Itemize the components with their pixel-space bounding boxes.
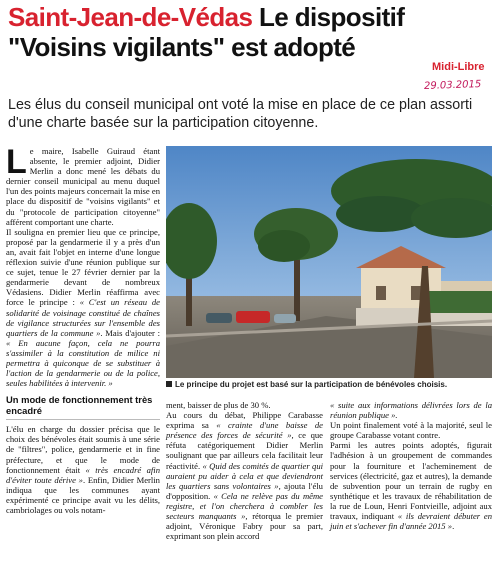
paragraph-text: e maire, Isabelle Guiraud étant absente, le premier adjoint, Didier Merlin a donc mené les débats du dernier conseil municipal au menu duquel l'un des points majeurs concernait la mise en place du dispositif de "voisins vigilants" et du "protocole de participation citoyenne" afférent comportant une charte. (6, 146, 160, 227)
quote-text: « ils devraient débuter en juin et s'achever fin d'année 2015 » (330, 511, 492, 532)
paragraph (6, 146, 160, 227)
quote-text: « Quid des comités de quartier qui auraient pu aider à cela et que deviendront les quartiers sans volontaires » (166, 460, 324, 491)
headline-title-part2: "Voisins vigilants" est adopté (8, 32, 356, 62)
paragraph-text: Parmi les autres points adoptés, figurait l'adhésion à un groupement de commandes pour la fourniture et l'acheminement de services (électricité, gaz et autres), la demande de subvention pour un terrain de rugby en synthétique et les travaux de réhabilitation de la rue de Loun, Henri Fontvieille, adjoint aux travaux, indiquant (330, 440, 492, 522)
paragraph-text: , ajouta l'élu d'opposition. (166, 480, 323, 501)
paragraph-text: . (452, 521, 455, 532)
newspaper-source: Midi-Libre (432, 61, 485, 73)
quote-text: « C'est un réseau de solidarité de voisinage constitué de chaînes de vigilance structurées sur l'ensemble des quartiers de la commune » (6, 297, 160, 338)
paragraph (166, 410, 323, 541)
quote-text: « crainte d'une baisse de présence des forces de sécurité » (166, 420, 323, 441)
paragraph-text: ment, baisser de plus de 30 %. (166, 400, 271, 410)
quote-text: « En aucune façon, cela ne pourra s'assimiler à la constitution de milice ni permettra à quiconque de se substituer à l'action de la gendarmerie ou de la police, seules habilitées à intervenir. » (6, 337, 160, 389)
paragraph-text: , ce que réfuta catégoriquement Didier Merlin soulignant que par ailleurs cela facilitait leur réactivité. (166, 430, 323, 471)
quote-text: « très encadré afin d'éviter toute dérive » (6, 464, 160, 485)
paragraph-text: Il souligna en premier lieu que ce principe, proposé par la gendarmerie il y a près d'un an, avait fait l'objet en interne d'une longue réflexion suivie d'une réunion publique sur ce sujet, tenue le 27 février dernier par la gendarmerie devant de nombreux Védasiens. Didier Merlin réaffirma avec force le principe : (6, 226, 160, 308)
article-photo (166, 146, 492, 378)
paragraph-text: Au cours du débat, Philippe Carabasse exprima sa (166, 410, 323, 431)
section-subhead: Un mode de fonctionnement très encadré (6, 394, 160, 420)
quote-text: « Cela ne relève pas du même registre, et l'on cherchera à combler les secteurs manquants » (166, 490, 323, 522)
headline-title-part1: Le dispositif (258, 2, 405, 32)
street-scene-image (166, 146, 492, 378)
paragraph (330, 440, 492, 531)
paragraph-text: , rétorqua le premier adjoint, Véronique Fabry pour sa part, exprimant son plein accord (166, 511, 323, 542)
article-headline (8, 2, 428, 62)
paragraph (330, 400, 492, 420)
headline-place: Saint-Jean-de-Védas (8, 2, 253, 32)
paragraph-text: . Mais d'ajouter : (100, 327, 160, 338)
paragraph-text: L'élu en charge du dossier précisa que le choix des bénévoles était soumis à une série de "filtres", police, gendarmerie et in fine préfecture, et que le mode de fonctionnement était (6, 424, 160, 475)
paragraph-text: Un point finalement voté à la majorité, seul le groupe Carabasse votant contre. (330, 420, 492, 441)
paragraph (6, 227, 160, 389)
paragraph (330, 420, 492, 440)
caption-bullet-icon (166, 381, 172, 387)
paragraph-text: . Enfin, Didier Merlin indiqua que les communes ayant expérimenté ce principe avait vu les délits, cambriolages ou vols notam- (6, 474, 160, 515)
text-column-1 (6, 146, 160, 570)
text-column-2 (166, 400, 323, 541)
paragraph (166, 400, 323, 410)
article-lede: Les élus du conseil municipal ont voté la mise en place de ce plan assorti d'une charte basée sur la participation citoyenne. (8, 97, 473, 131)
handwritten-date: 29.03.2015 (423, 79, 482, 92)
text-column-3 (330, 400, 492, 531)
caption-text: Le principe du projet est basé sur la participation de bénévoles choisis. (175, 380, 448, 389)
photo-caption (166, 380, 492, 390)
paragraph (6, 424, 160, 515)
drop-cap: L (6, 146, 27, 181)
quote-text: « suite aux informations délivrées lors de la réunion publique ». (330, 400, 492, 421)
